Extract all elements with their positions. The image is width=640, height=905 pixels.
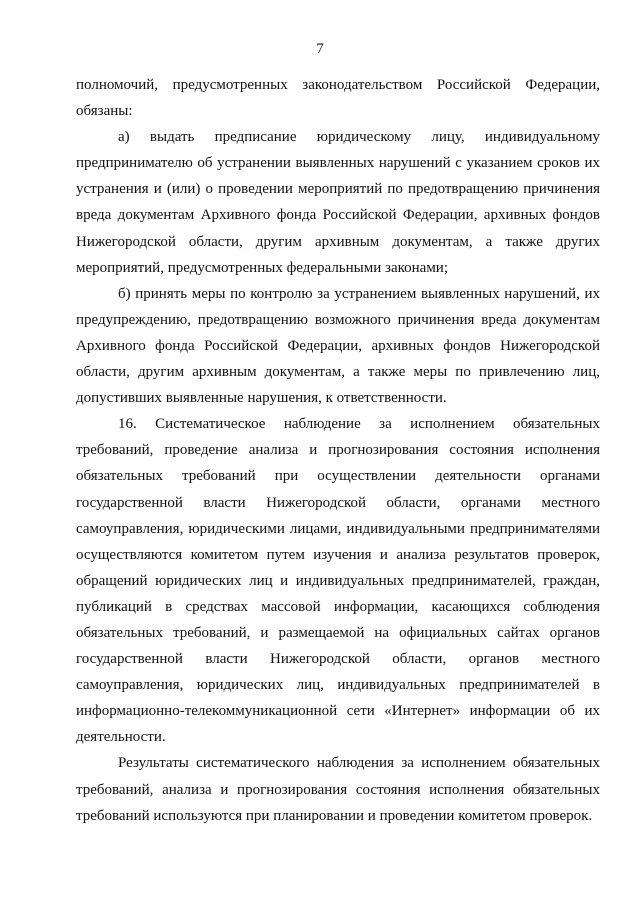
paragraph-continuation: полномочий, предусмотренных законодательством Российской Федерации, обязаны: xyxy=(76,77,600,120)
paragraph-clause-16: 16. Систематическое наблюдение за исполнением обязательных требований, проведение анализа и прогнозирования состояния исполнения обязательных требований при осуществлении деятельности органами государственной власти Нижегородской области, органами местного самоуправления, юридическими лицами, индивидуальными предпринимателями осуществляются комитетом путем изучения и анализа результатов проверок, обращений юридических лиц и индивидуальных предпринимателей, граждан, публикаций в средствах массовой информации, касающихся соблюдения обязательных требований, и размещаемой на официальных сайтах органов государственной власти Нижегородской области, органов местного самоуправления, юридических лиц, индивидуальных предпринимателей в информационно-телекоммуникационной сети «Интернет» информации об их деятельности. xyxy=(76,416,600,746)
paragraph-results: Результаты систематического наблюдения за исполнением обязательных требований, анализа и прогнозирования состояния исполнения обязательных требований используются при планировании и проведении комитетом проверок. xyxy=(76,755,600,824)
paragraph-item-b: б) принять меры по контролю за устранением выявленных нарушений, их предупреждению, предотвращению возможного причинения вреда документам Архивного фонда Российской Федерации, архивных фондов Нижегородской области, другим архивным документам, а также меры по привлечению лиц, допустивших выявленные нарушения, к ответственности. xyxy=(76,285,600,407)
paragraph-item-a: а) выдать предписание юридическому лицу, индивидуальному предпринимателю об устранении выявленных нарушений с указанием сроков их устранения и (или) о проведении мероприятий по предотвращению причинения вреда документам Архивного фонда Российской Федерации, архивных фондов Нижегородской области, другим архивным документам, а также других мероприятий, предусмотренных федеральными законами; xyxy=(76,129,600,276)
page-number: 7 xyxy=(316,41,324,57)
document-body xyxy=(76,72,600,829)
